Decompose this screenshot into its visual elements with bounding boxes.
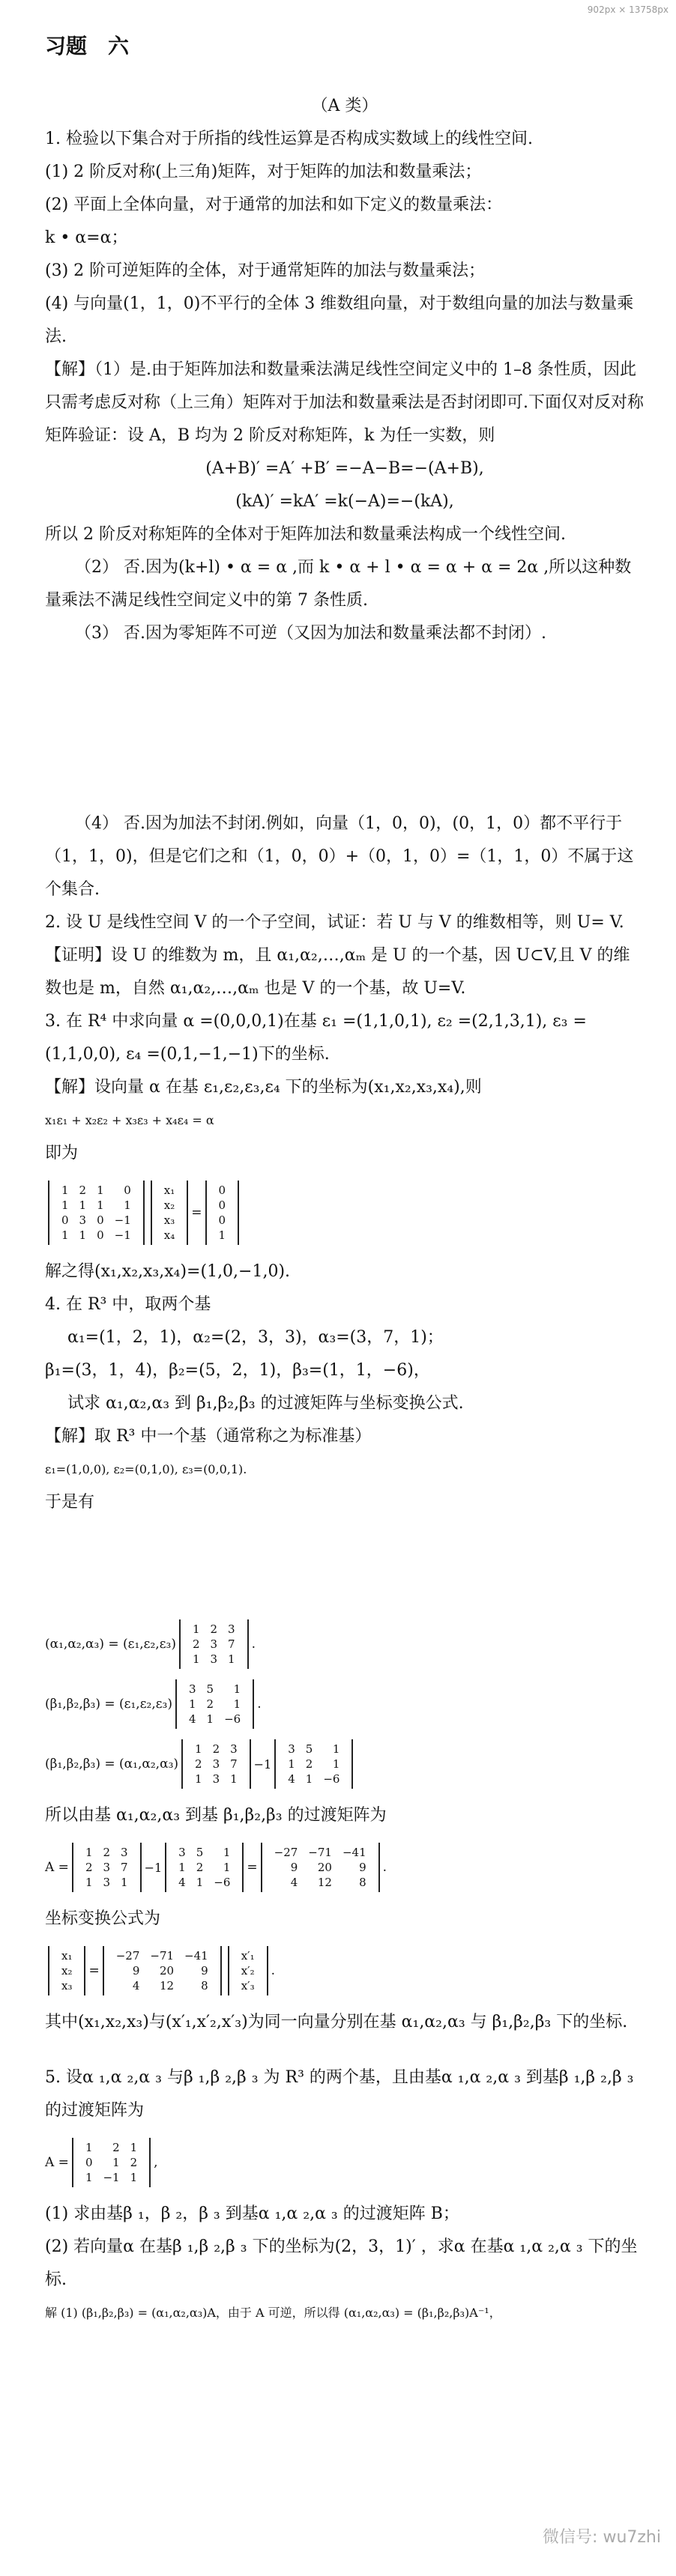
matrix-cell: 0 xyxy=(124,1184,131,1197)
matrix-row xyxy=(270,1876,371,1889)
matrix-cell: 1 xyxy=(305,1772,313,1786)
matrix-cell: 1 xyxy=(130,2171,138,2184)
matrix-cell: 3 xyxy=(230,1742,238,1756)
matrix-cell: 1 xyxy=(79,1228,87,1242)
matrix-cell: 1 xyxy=(124,1198,131,1212)
matrix-cell: −1 xyxy=(114,1228,131,1242)
matrix-row xyxy=(283,1757,344,1771)
matrix-row xyxy=(57,1964,76,1978)
q1-eq1: (A+B)′ =A′ +B′ =−A−B=−(A+B), xyxy=(205,459,484,478)
q5-transition-matrix xyxy=(72,2138,151,2187)
matrix-cell: 4 xyxy=(178,1876,186,1889)
matrix-cell: −71 xyxy=(150,1949,175,1963)
matrix-row xyxy=(190,1742,242,1756)
q3-answer: 解之得(x₁,x₂,x₃,x₄)=(1,0,−1,0). xyxy=(45,1262,291,1281)
matrix-row xyxy=(81,2171,142,2184)
matrix-row xyxy=(174,1846,235,1859)
q1-c: (3) 2 阶可逆矩阵的全体，对于通常矩阵的加法与数量乘法； xyxy=(45,261,486,280)
document-page xyxy=(45,30,645,2330)
matrix-row xyxy=(214,1184,231,1197)
matrix-row xyxy=(214,1213,231,1227)
matrix-cell: 0 xyxy=(218,1198,226,1212)
matrix-cell: 1 xyxy=(85,2171,93,2184)
q1-a: (1) 2 阶反对称(上三角)矩阵，对于矩阵的加法和数量乘法； xyxy=(45,163,482,181)
matrix-cell: 4 xyxy=(132,1979,140,1992)
matrix-row xyxy=(237,1979,259,1992)
matrix-cell: 1 xyxy=(85,2141,93,2154)
matrix-row xyxy=(237,1964,259,1978)
matrix-cell: 9 xyxy=(359,1861,366,1874)
matrix-row xyxy=(188,1637,240,1651)
matrix-row xyxy=(112,1979,213,1992)
matrix-cell: 2 xyxy=(196,1861,204,1874)
matrix-cell: 2 xyxy=(192,1637,200,1651)
q4-where: 其中(x₁,x₂,x₃)与(x′₁,x′₂,x′₃)为同一向量分别在基 α₁,α₂,α₃ 与 β₁,β₂,β₃ 下的坐标. xyxy=(45,2013,628,2031)
matrix-row xyxy=(160,1213,179,1227)
q4-stem: 4. 在 R³ 中，取两个基 xyxy=(45,1295,211,1314)
matrix-cell: 1 xyxy=(61,1198,69,1212)
matrix-row xyxy=(57,1979,76,1992)
q4-standard-basis: ε₁=(1,0,0), ε₂=(0,1,0), ε₃=(0,0,1). xyxy=(45,1462,247,1476)
matrix-row xyxy=(184,1682,245,1696)
q5-matrix-eq: A = 1 2 1 0 1 2 1 −1 1 , xyxy=(45,2138,645,2187)
section-label: （A 类） xyxy=(311,97,378,115)
matrix-row xyxy=(283,1742,344,1756)
q1-solution-2: （2） 否.因为(k+l) • α = α ,而 k • α + l • α = α + α = 2α ,所以这种数量乘法不满足线性空间定义中的第 7 条性质. xyxy=(45,558,632,610)
matrix-cell: 1 xyxy=(288,1757,295,1771)
matrix-cell: 3 xyxy=(212,1757,220,1771)
matrix-row xyxy=(81,1876,133,1889)
matrix-cell: 0 xyxy=(218,1184,226,1197)
matrix-cell: x₄ xyxy=(163,1228,175,1242)
q4-coord-eq: x₁ x₂ x₃ = −27 −71 −41 9 20 9 4 12 8 x′₁ x′₂ x′₃ . xyxy=(45,1946,645,1995)
matrix-cell: −71 xyxy=(308,1846,332,1859)
matrix-cell: 1 xyxy=(112,2156,120,2169)
matrix-cell: 2 xyxy=(305,1757,313,1771)
matrix-cell: 1 xyxy=(230,1772,238,1786)
matrix-row xyxy=(184,1712,245,1726)
matrix-cell: x₃ xyxy=(61,1979,73,1992)
q4-basis-alpha: α₁=(1，2，1)，α₂=(2，3，3)，α₃=(3，7，1)； xyxy=(67,1328,444,1347)
matrix-row xyxy=(214,1228,231,1242)
q4-transition-eq: A = 1 2 3 2 3 7 1 3 1 −1 3 5 1 1 2 1 4 1 −6 = −27 −71 −41 9 20 9 4 12 8 . xyxy=(45,1843,645,1892)
matrix-cell: 1 xyxy=(61,1228,69,1242)
matrix-row xyxy=(283,1772,344,1786)
matrix-cell: 3 xyxy=(178,1846,186,1859)
matrix-cell: 1 xyxy=(130,2141,138,2154)
matrix-cell: x₁ xyxy=(61,1949,73,1963)
q4-coord-vector xyxy=(48,1946,85,1995)
matrix-cell: 9 xyxy=(290,1861,298,1874)
q5-solution: 解 (1) (β₁,β₂,β₃) = (α₁,α₂,α₃)A，由于 A 可逆，所以得 (α₁,α₂,α₃) = (β₁,β₂,β₃)A⁻¹， xyxy=(45,2306,501,2320)
matrix-cell: x₂ xyxy=(163,1198,175,1212)
matrix-row xyxy=(57,1184,136,1197)
matrix-cell: x₂ xyxy=(61,1964,73,1978)
q5-b: (2) 若向量α 在基β ₁,β ₂,β ₃ 下的坐标为(2，3，1)′ ，求α 在基α ₁,α ₂,α ₃ 下的坐标. xyxy=(45,2237,638,2289)
matrix-cell: 2 xyxy=(210,1622,218,1636)
matrix-cell: 1 xyxy=(195,1772,202,1786)
matrix-cell: −1 xyxy=(114,1213,131,1227)
matrix-cell: 1 xyxy=(223,1861,231,1874)
matrix-cell: 1 xyxy=(206,1712,214,1726)
matrix-cell: 1 xyxy=(85,1876,93,1889)
matrix-cell: 3 xyxy=(103,1861,111,1874)
q4-matrix-beta-copy xyxy=(274,1739,353,1789)
matrix-cell: 3 xyxy=(212,1772,220,1786)
matrix-cell: 4 xyxy=(189,1712,196,1726)
matrix-cell: 12 xyxy=(159,1979,175,1992)
matrix-cell: 5 xyxy=(305,1742,313,1756)
matrix-row xyxy=(190,1757,242,1771)
matrix-row xyxy=(270,1861,371,1874)
matrix-cell: 2 xyxy=(206,1697,214,1711)
q4-eq-alpha: (α₁,α₂,α₃) = (ε₁,ε₂,ε₃) 1 2 3 2 3 7 1 3 1 . xyxy=(45,1619,645,1669)
matrix-cell: 1 xyxy=(233,1697,241,1711)
matrix-cell: 7 xyxy=(121,1861,128,1874)
matrix-cell: 0 xyxy=(85,2156,93,2169)
matrix-row xyxy=(57,1949,76,1963)
matrix-cell: 1 xyxy=(332,1757,340,1771)
wechat-watermark: 微信号: wu7zhi xyxy=(543,2528,661,2547)
matrix-cell: −27 xyxy=(115,1949,140,1963)
matrix-cell: −27 xyxy=(274,1846,298,1859)
page-title: 习题 六 xyxy=(45,34,130,58)
matrix-cell: 4 xyxy=(288,1772,295,1786)
matrix-cell: 3 xyxy=(189,1682,196,1696)
matrix-row xyxy=(214,1198,231,1212)
matrix-cell: 7 xyxy=(230,1757,238,1771)
q1-solution-4: （4） 否.因为加法不封闭.例如，向量（1，0，0)，(0，1，0）都不平行于（1，1，0)，但是它们之和（1，0，0）+（0，1，0）=（1，1，0）不属于这个集合. xyxy=(45,814,634,899)
matrix-cell: 1 xyxy=(97,1184,104,1197)
matrix-row xyxy=(188,1652,240,1666)
matrix-cell: 1 xyxy=(196,1876,204,1889)
matrix-row xyxy=(112,1949,213,1963)
matrix-row xyxy=(160,1184,179,1197)
matrix-row xyxy=(160,1198,179,1212)
matrix-cell: x′₁ xyxy=(241,1949,255,1963)
matrix-cell: 1 xyxy=(121,1876,128,1889)
matrix-cell: 1 xyxy=(61,1184,69,1197)
matrix-cell: x′₃ xyxy=(241,1979,255,1992)
q3-solution: 【解】设向量 α 在基 ε₁,ε₂,ε₃,ε₄ 下的坐标为(x₁,x₂,x₃,x₄),则 xyxy=(45,1078,482,1097)
matrix-cell: 5 xyxy=(206,1682,214,1696)
q4-solution: 【解】取 R³ 中一个基（通常称之为标准基） xyxy=(45,1427,372,1446)
matrix-cell: 3 xyxy=(210,1652,218,1666)
q4-coord-vector-prime xyxy=(228,1946,268,1995)
matrix-cell: 2 xyxy=(195,1757,202,1771)
matrix-row xyxy=(57,1198,136,1212)
matrix-cell: x′₂ xyxy=(241,1964,255,1978)
matrix-row xyxy=(174,1876,235,1889)
matrix-cell: −6 xyxy=(224,1712,241,1726)
matrix-cell: 1 xyxy=(332,1742,340,1756)
matrix-cell: 1 xyxy=(192,1652,200,1666)
q2-stem: 2. 设 U 是线性空间 V 的一个子空间，试证：若 U 与 V 的维数相等，则 U= V. xyxy=(45,913,624,932)
q1-stem: 1. 检验以下集合对于所指的线性运算是否构成实数域上的线性空间. xyxy=(45,130,533,148)
matrix-cell: 3 xyxy=(121,1846,128,1859)
q5-a: (1) 求由基β ₁，β ₂，β ₃ 到基α ₁,α ₂,α ₃ 的过渡矩阵 B； xyxy=(45,2204,459,2223)
matrix-cell: 5 xyxy=(196,1846,204,1859)
q4-question: 试求 α₁,α₂,α₃ 到 β₁,β₂,β₃ 的过渡矩阵与坐标变换公式. xyxy=(67,1394,464,1413)
matrix-row xyxy=(81,2156,142,2169)
q3-rhs-vector xyxy=(205,1181,240,1245)
q3-equation: x₁ε₁ + x₂ε₂ + x₃ε₃ + x₄ε₄ = α xyxy=(45,1113,214,1127)
q1-d: (4) 与向量(1，1，0)不平行的全体 3 维数组向量，对于数组向量的加法与数量乘法. xyxy=(45,294,634,346)
matrix-cell: 3 xyxy=(210,1637,218,1651)
matrix-row xyxy=(237,1949,259,1963)
matrix-cell: 1 xyxy=(218,1228,226,1242)
q1-b2: k • α=α； xyxy=(45,228,128,247)
q4-basis-beta: β₁=(3，1，4)，β₂=(5，2，1)，β₃=(1，1，−6)， xyxy=(45,1361,430,1380)
q3-coefficient-matrix xyxy=(48,1181,145,1245)
matrix-cell: 1 xyxy=(233,1682,241,1696)
q5-stem: 5. 设α ₁,α ₂,α ₃ 与β ₁,β ₂,β ₃ 为 R³ 的两个基，且由基α ₁,α ₂,α ₃ 到基β ₁,β ₂,β ₃ 的过渡矩阵为 xyxy=(45,2068,634,2120)
matrix-cell: 0 xyxy=(61,1213,69,1227)
q4-eq-beta: (β₁,β₂,β₃) = (ε₁,ε₂,ε₃) 3 5 1 1 2 1 4 1 −6 . xyxy=(45,1679,645,1729)
matrix-cell: −41 xyxy=(184,1949,208,1963)
q1-b: (2) 平面上全体向量，对于通常的加法和如下定义的数量乘法： xyxy=(45,196,503,214)
matrix-cell: 20 xyxy=(159,1964,175,1978)
matrix-row xyxy=(81,1846,133,1859)
q4-matrix-alpha xyxy=(179,1619,249,1669)
matrix-cell: 2 xyxy=(85,1861,93,1874)
matrix-cell: 4 xyxy=(290,1876,298,1889)
matrix-cell: 2 xyxy=(130,2156,138,2169)
matrix-row xyxy=(81,2141,142,2154)
q4-matrix-alpha-copy2 xyxy=(72,1843,142,1892)
matrix-cell: −41 xyxy=(342,1846,366,1859)
matrix-row xyxy=(270,1846,371,1859)
q2-proof: 【证明】设 U 的维数为 m，且 α₁,α₂,…,αₘ 是 U 的一个基，因 U⊂V,且 V 的维数也是 m，自然 α₁,α₂,…,αₘ 也是 V 的一个基，故 U=V. xyxy=(45,946,630,998)
q3-matrix-equation: 1 2 1 0 1 1 1 1 0 3 0 −1 1 1 0 −1 x₁ x₂ x₃ x₄ = 0 0 0 1 xyxy=(45,1181,645,1245)
matrix-cell: 7 xyxy=(228,1637,235,1651)
matrix-cell: 0 xyxy=(218,1213,226,1227)
q4-yushi: 于是有 xyxy=(45,1493,95,1512)
q3-unknown-vector xyxy=(151,1181,188,1245)
q1-eq2: (kA)′ =kA′ =k(−A)=−(kA), xyxy=(235,492,454,511)
matrix-row xyxy=(57,1228,136,1242)
matrix-cell: x₃ xyxy=(163,1213,175,1227)
matrix-cell: 12 xyxy=(317,1876,332,1889)
matrix-cell: 1 xyxy=(195,1742,202,1756)
matrix-cell: 9 xyxy=(201,1964,208,1978)
q1-solution-1: 【解】（1）是.由于矩阵加法和数量乘法满足线性空间定义中的 1–8 条性质，因此只需考虑反对称（上三角）矩阵对于加法和数量乘法是否封闭即可.下面仅对反对称矩阵验证：设 A，B 均为 2 阶反对称矩阵，k 为任一实数，则 xyxy=(45,360,644,445)
q3-ji: 即为 xyxy=(45,1144,79,1163)
matrix-cell: 20 xyxy=(317,1861,332,1874)
q1-solution-1b: 所以 2 阶反对称矩阵的全体对于矩阵加法和数量乘法构成一个线性空间. xyxy=(45,525,566,544)
matrix-cell: 1 xyxy=(97,1198,104,1212)
matrix-cell: x₁ xyxy=(163,1184,175,1197)
q4-transition-matrix xyxy=(261,1843,380,1892)
matrix-row xyxy=(81,1861,133,1874)
matrix-cell: 2 xyxy=(212,1742,220,1756)
matrix-cell: 0 xyxy=(97,1228,104,1242)
matrix-cell: 2 xyxy=(103,1846,111,1859)
q4-matrix-beta-copy2 xyxy=(165,1843,244,1892)
matrix-cell: 8 xyxy=(201,1979,208,1992)
q4-coord-title: 坐标变换公式为 xyxy=(45,1909,161,1928)
matrix-cell: 8 xyxy=(359,1876,366,1889)
matrix-cell: 3 xyxy=(288,1742,295,1756)
matrix-cell: 1 xyxy=(228,1652,235,1666)
q4-eq-relation: (β₁,β₂,β₃) = (α₁,α₂,α₃) 1 2 3 2 3 7 1 3 1 −1 3 5 1 1 2 1 4 1 −6 xyxy=(45,1739,645,1789)
q4-matrix-alpha-copy xyxy=(181,1739,251,1789)
matrix-cell: −6 xyxy=(214,1876,231,1889)
matrix-cell: 9 xyxy=(132,1964,140,1978)
matrix-cell: 2 xyxy=(79,1184,87,1197)
matrix-row xyxy=(112,1964,213,1978)
matrix-cell: 1 xyxy=(85,1846,93,1859)
q4-transition-matrix-copy xyxy=(103,1946,222,1995)
matrix-row xyxy=(57,1213,136,1227)
q4-transition-title: 所以由基 α₁,α₂,α₃ 到基 β₁,β₂,β₃ 的过渡矩阵为 xyxy=(45,1806,387,1825)
q3-stem: 3. 在 R⁴ 中求向量 α =(0,0,0,1)在基 ε₁ =(1,1,0,1), ε₂ =(2,1,3,1), ε₃ =(1,1,0,0), ε₄ =(0,1,−1,−1)下的坐标. xyxy=(45,1012,587,1064)
matrix-cell: 2 xyxy=(112,2141,120,2154)
matrix-cell: 1 xyxy=(79,1198,87,1212)
matrix-row xyxy=(184,1697,245,1711)
q1-solution-3: （3） 否.因为零矩阵不可逆（又因为加法和数量乘法都不封闭）. xyxy=(75,624,546,643)
matrix-cell: 3 xyxy=(103,1876,111,1889)
q4-matrix-beta xyxy=(175,1679,254,1729)
matrix-cell: 3 xyxy=(228,1622,235,1636)
matrix-cell: 0 xyxy=(97,1213,104,1227)
image-dimensions: 902px × 13758px xyxy=(587,4,669,15)
matrix-cell: −1 xyxy=(103,2171,120,2184)
matrix-row xyxy=(188,1622,240,1636)
matrix-row xyxy=(160,1228,179,1242)
matrix-cell: −6 xyxy=(323,1772,340,1786)
matrix-cell: 1 xyxy=(178,1861,186,1874)
matrix-row xyxy=(174,1861,235,1874)
matrix-row xyxy=(190,1772,242,1786)
matrix-cell: 1 xyxy=(223,1846,231,1859)
matrix-cell: 3 xyxy=(79,1213,87,1227)
matrix-cell: 1 xyxy=(189,1697,196,1711)
matrix-cell: 1 xyxy=(192,1622,200,1636)
